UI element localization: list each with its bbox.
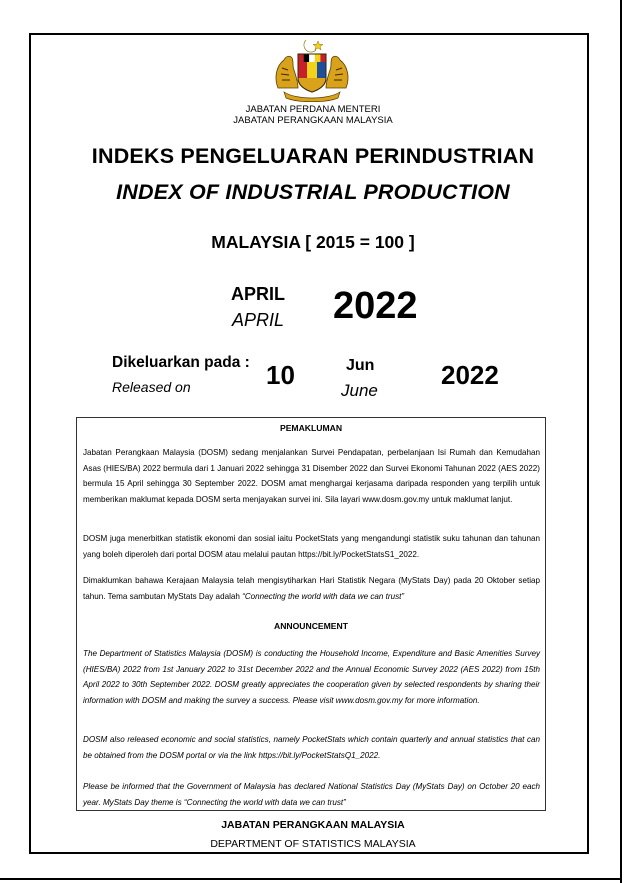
release-day: 10 (266, 360, 295, 390)
notice-malay-paragraph-1: Jabatan Perangkaan Malaysia (DOSM) sedang menjalankan Survei Pendapatan, perbelanjaan Isi Rumah dan Kemudahan Asas (HIES/BA) 2022 bermula dari 1 Januari 2022 sehingga 31 Disember 2022 dan Survei Ekonomi Tahunan 2022 (AES 2022) bermula 15 April sehingga 30 September 2022. DOSM amat menghargai kerjasama daripada responden yang terpilih untuk memberikan maklumat kepada DOSM serta menjayakan survei ini. Sila layari www.dosm.gov.my untuk maklumat lanjut. (83, 448, 540, 504)
notice-malay-paragraph-2: DOSM juga menerbitkan statistik ekonomi dan sosial iaitu PocketStats yang mengandungi statistik suku tahunan dan tahunan yang boleh diperoleh dari portal DOSM atau melalui pautan https://bit.ly/PocketStatsS1_2022. (83, 534, 540, 559)
notice-english-paragraph-3: Please be informed that the Government of Malaysia has declared National Statistics Day (MyStats Day) on October 20 each year. MyStats Day theme is “Connecting the world with data we can trust” (83, 782, 540, 807)
base-year-label: MALAYSIA [ 2015 = 100 ] (211, 232, 415, 252)
title-english: INDEX OF INDUSTRIAL PRODUCTION (116, 180, 510, 204)
reference-year: 2022 (333, 285, 418, 327)
title-malay: INDEKS PENGELUARAN PERINDUSTRIAN (91, 144, 535, 168)
footer-department-english: DEPARTMENT OF STATISTICS MALAYSIA (210, 838, 416, 850)
release-month-malay: Jun (346, 357, 375, 374)
page-edge-right (620, 0, 622, 883)
release-month-english: June (341, 381, 378, 400)
page-edge-bottom (0, 878, 622, 880)
notice-malay-paragraph-3-text: Dimaklumkan bahawa Kerajaan Malaysia telah mengisytiharkan Hari Statistik Negara (MyStats Day) pada 20 Oktober setiap tahun. Tema sambutan MyStats Day adalah (83, 576, 540, 601)
notice-malay-paragraph-3 (83, 573, 540, 604)
release-label-malay: Dikeluarkan pada : (112, 354, 250, 371)
reference-month-malay: APRIL (231, 284, 285, 304)
ministry-line-1: JABATAN PERDANA MENTERI (245, 104, 381, 115)
coat-of-arms-icon (272, 38, 352, 102)
footer-department-malay: JABATAN PERANGKAAN MALAYSIA (221, 819, 405, 831)
notice-english-paragraph-1: The Department of Statistics Malaysia (DOSM) is conducting the Household Income, Expenditure and Basic Amenities Survey (HIES/BA) 2022 from 1st January 2022 to 31st December 2022 and the Annual Economic Survey 2022 (AES 2022) from 15th April 2022 to 30th September 2022. DOSM greatly appreciates the cooperation given by selected respondents by sharing their information with DOSM and making the survey a success. Please visit www.dosm.gov.my for more information. (83, 649, 540, 705)
notice-malay-theme: “Connecting the world with data we can trust” (242, 591, 405, 601)
release-label-english: Released on (112, 379, 191, 395)
notice-heading-malay: PEMAKLUMAN (279, 423, 343, 433)
notice-box (76, 417, 546, 811)
notice-heading-english: ANNOUNCEMENT (274, 621, 348, 631)
release-year: 2022 (441, 360, 499, 390)
notice-english-paragraph-2: DOSM also released economic and social statistics, namely PocketStats which contain quarterly and annual statistics that can be obtained from the DOSM portal or via the link https://bit.ly/PocketStatsQ1_2022. (83, 735, 540, 760)
reference-month-english: APRIL (231, 310, 285, 330)
ministry-line-2: JABATAN PERANGKAAN MALAYSIA (233, 115, 393, 126)
